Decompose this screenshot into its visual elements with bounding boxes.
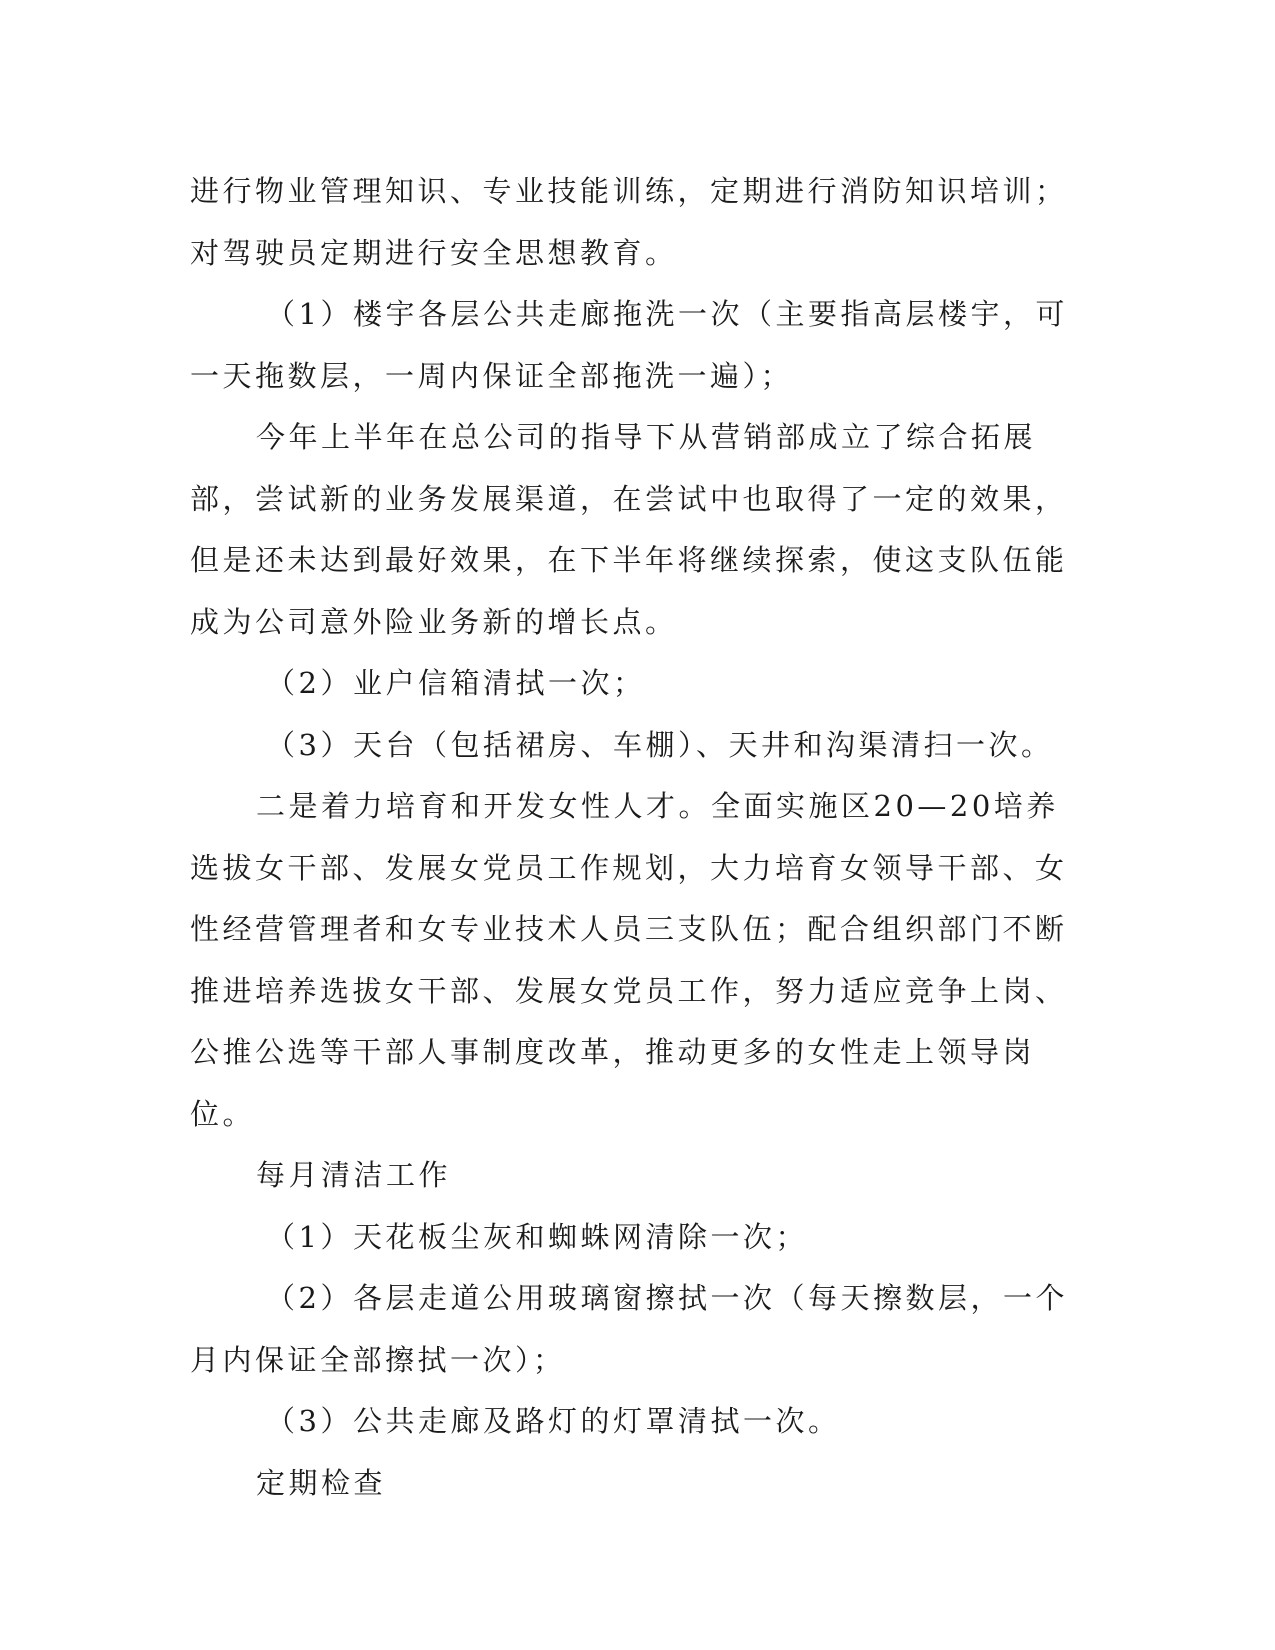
list-item: （2）各层走道公用玻璃窗擦拭一次（每天擦数层，一个月内保证全部擦拭一次）；	[190, 1281, 1068, 1377]
paragraph: 进行物业管理知识、专业技能训练，定期进行消防知识培训；对驾驶员定期进行安全思想教育。	[190, 174, 1068, 270]
section-heading: 每月清洁工作	[256, 1158, 452, 1192]
paragraph: 二是着力培育和开发女性人才。全面实施区20—20培养选拔女干部、发展女党员工作规划，大力培育女领导干部、女性经营管理者和女专业技术人员三支队伍；配合组织部门不断推进培养选拔女干部、发展女党员工作，努力适应竞争上岗、公推公选等干部人事制度改革，推动更多的女性走上领导岗位。	[190, 789, 1068, 1131]
list-item: （3）公共走廊及路灯的灯罩清拭一次。	[266, 1404, 841, 1438]
document-body	[190, 161, 1090, 1514]
list-item: （1）天花板尘灰和蜘蛛网清除一次；	[266, 1219, 808, 1254]
section-heading: 定期检查	[256, 1465, 387, 1500]
list-item: （1）楼宇各层公共走廊拖洗一次（主要指高层楼宇，可一天拖数层，一周内保证全部拖洗一遍）；	[190, 297, 1068, 393]
list-item: （2）业户信箱清拭一次；	[266, 666, 646, 700]
paragraph: 今年上半年在总公司的指导下从营销部成立了综合拓展部，尝试新的业务发展渠道，在尝试中也取得了一定的效果，但是还未达到最好效果，在下半年将继续探索，使这支队伍能成为公司意外险业务新的增长点。	[190, 420, 1068, 639]
list-item: （3）天台（包括裙房、车棚）、天井和沟渠清扫一次。	[266, 727, 1054, 762]
